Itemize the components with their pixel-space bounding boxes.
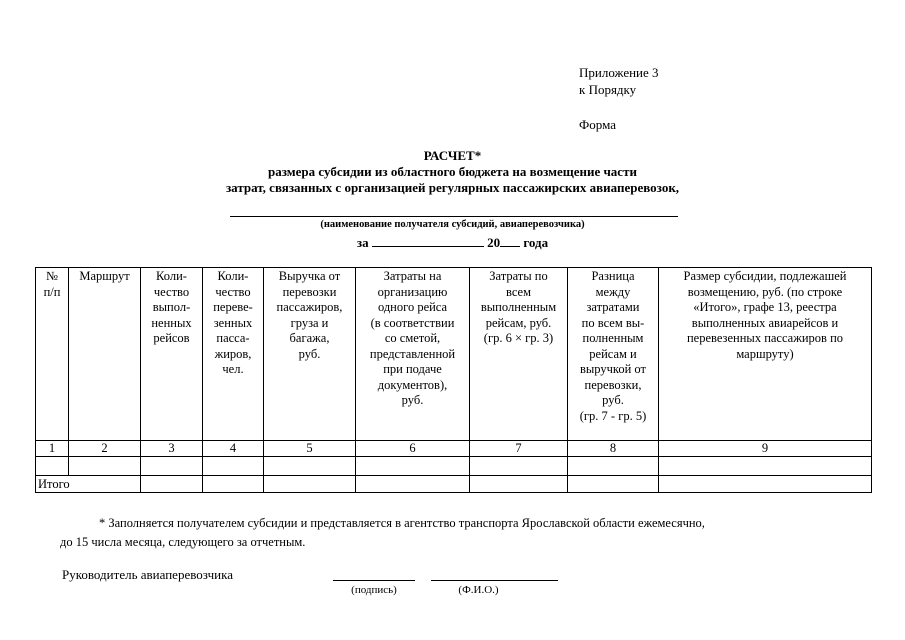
table-cell[interactable] [470,476,568,493]
appendix-reference: к Порядку [579,82,637,97]
recipient-caption: (наименование получателя субсидий, авиаперевозчика) [320,219,585,230]
full-name-caption: (Ф.И.О.) [458,584,499,596]
signature-line[interactable] [333,580,415,581]
table-cell[interactable] [356,457,470,476]
column-number: 9 [659,441,872,457]
col-header-difference: Разница между затратами по всем вы- полненным рейсам и выручкой от перевозки, руб. (гр. 7 - гр. 5) [568,268,659,441]
total-label: Итого [36,476,141,493]
period-year-blank[interactable] [500,234,520,247]
period-suffix: года [523,235,549,250]
table-cell[interactable] [264,457,356,476]
title-line-3: затрат, связанных с организацией регулярных пассажирских авиаперевозок, [225,180,680,195]
col-header-total-costs: Затраты по всем выполненным рейсам, руб. (гр. 6 × гр. 3) [470,268,568,441]
table-row [36,457,872,476]
period-prefix: за [356,235,369,250]
col-header-route: Маршрут [69,268,141,441]
table-cell[interactable] [203,476,264,493]
table-cell[interactable] [470,457,568,476]
column-number: 4 [203,441,264,457]
column-number: 6 [356,441,470,457]
footnote-line-1: * Заполняется получателем субсидии и представляется в агентство транспорта Ярославской области ежемесячно, [99,516,705,530]
col-header-revenue: Выручка от перевозки пассажиров, груза и багажа, руб. [264,268,356,441]
period-line [0,234,905,251]
signatory-role: Руководитель авиаперевозчика [62,567,234,582]
table-cell[interactable] [36,457,69,476]
title-line-2: размера субсидии из областного бюджета на возмещение части [268,164,637,179]
total-row [36,476,872,493]
subsidy-calculation-table [35,267,872,493]
col-header-passengers: Коли- чество переве- зенных пасса- жиров, чел. [203,268,264,441]
table-cell[interactable] [659,457,872,476]
table-cell[interactable] [69,457,141,476]
appendix-header [579,64,659,98]
document-title [0,148,905,196]
period-month-blank[interactable] [372,234,484,247]
signature-caption: (подпись) [351,584,397,596]
table-cell[interactable] [356,476,470,493]
col-header-cost-per-flight: Затраты на организацию одного рейса (в соответствии со сметой, представленной при подаче документов), руб. [356,268,470,441]
table-cell[interactable] [203,457,264,476]
period-year-prefix: 20 [487,235,501,250]
column-number: 3 [141,441,203,457]
title-main: РАСЧЕТ* [423,148,482,163]
full-name-line[interactable] [431,580,558,581]
col-header-number: № п/п [36,268,69,441]
col-header-flights: Коли- чество выпол- ненных рейсов [141,268,203,441]
column-number: 8 [568,441,659,457]
col-header-subsidy: Размер субсидии, подлежашей возмещению, руб. (по строке «Итого», графе 13, реестра выполненных авиарейсов и перевезенных пассажиров по маршруту) [659,268,872,441]
table-cell[interactable] [568,476,659,493]
footnote [60,514,860,552]
column-number: 1 [36,441,69,457]
column-number: 2 [69,441,141,457]
table-cell[interactable] [141,457,203,476]
column-number: 7 [470,441,568,457]
column-number: 5 [264,441,356,457]
table-cell[interactable] [568,457,659,476]
table-cell[interactable] [141,476,203,493]
appendix-number: Приложение 3 [579,65,659,80]
column-number-row [36,441,872,457]
table-header-row [36,268,872,441]
form-label: Форма [579,117,616,132]
footnote-line-2: до 15 числа месяца, следующего за отчетным. [60,535,306,549]
recipient-name-line[interactable] [230,216,678,217]
table-cell[interactable] [659,476,872,493]
table-cell[interactable] [264,476,356,493]
